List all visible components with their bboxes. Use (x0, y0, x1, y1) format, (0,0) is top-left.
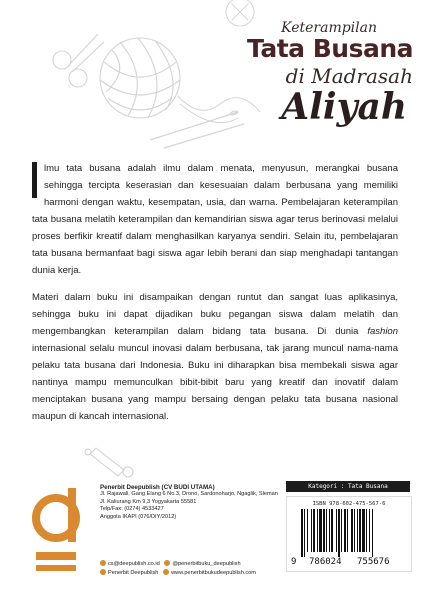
barcode-bar (369, 509, 370, 552)
barcode-bar (317, 509, 318, 552)
barcode-bar (354, 509, 355, 552)
publisher-website: www.penerbitbukudeepublish.com (171, 570, 256, 576)
barcode-bar (336, 509, 337, 552)
barcode-bar (329, 509, 330, 552)
synopsis-paragraph-1-text: lmu tata busana adalah ilmu dalam menata, menyusun, merangkai busana sehingga tercipta keserasian dan kesesuaian dalam berbusana yang memiliki harmoni dengan waktu, kesempatan, usia, dan warna. Pembelajaran keterampilan tata busana melatih keterampilan dan kemandirian siswa agar terus berinovasi melalui proses berfikir kreatif dalam menghasilkan karyanya sendiri. Selain itu, pembelajaran tata busana bermanfaat bagi siswa agar lebih berani dan siap menghadapi tantangan dunia kerja. (32, 163, 398, 276)
publisher-contacts (100, 560, 300, 578)
barcode-digits-right: 755676 (357, 557, 390, 567)
barcode-bar (347, 509, 348, 552)
barcode-bar (351, 509, 353, 552)
barcode-digit-lead: 9 (291, 557, 297, 567)
drop-cap-bar (32, 162, 37, 198)
barcode-bar (326, 509, 327, 552)
title-line-4: Aliyah (281, 86, 407, 128)
barcode-bar (307, 509, 308, 552)
barcode-bar (311, 509, 312, 552)
scissors-icon (53, 34, 104, 87)
safety-pin-icon (85, 448, 133, 477)
synopsis (32, 160, 398, 425)
barcode-bar (323, 509, 325, 552)
publisher-phone: Telp/Fax: (0274) 4533427 (100, 506, 164, 513)
barcode-image (301, 509, 397, 557)
barcode-digits-left: 786024 (309, 557, 342, 567)
barcode-bar (304, 509, 305, 557)
contact-row-1 (100, 560, 300, 569)
publisher-logo-icon (30, 480, 110, 580)
publisher-address-2: Jl. Kaliurang Km 9,3 Yogyakarta 55581 (100, 498, 197, 505)
synopsis-paragraph-2-part-a: Materi dalam buku ini disampaikan dengan runtut dan sangat luas aplikasinya, sehingga buku ini dapat dijadikan buku pegangan siswa dalam melatih dan mengembangkan keterampilan dalam bidang tata busana. Di dunia (32, 292, 398, 337)
barcode-bar (344, 509, 346, 552)
barcode-bar (372, 509, 373, 557)
web-icon (163, 569, 169, 575)
title-line-1: Keterampilan (281, 20, 377, 36)
barcode-panel (286, 496, 412, 572)
synopsis-paragraph-1 (32, 160, 398, 279)
publisher-membership: Anggota IKAPI (076/DIY/2012) (100, 513, 177, 520)
barcode-bar (366, 509, 367, 552)
publisher-info (100, 484, 286, 521)
book-title (193, 20, 413, 126)
publisher-address-1: Jl. Rajawali, Gang Elang 6 No.3, Drono, Sardonoharjo, Ngaglik, Sleman (100, 491, 278, 498)
synopsis-paragraph-2-part-b: internasional selalu muncul inovasi dalam berbusana, tak jarang muncul nama-nama pelaku tata busana dari Indonesia. Buku ini diharapkan bisa membekali siswa agar nantinya mampu memunculkan bibit-bibit baru yang kreatif dan inovatif dalam menciptakan busana yang mampu bersaing dengan pelaku tata busana nasional maupun di kancah internasional. (32, 343, 398, 422)
synopsis-paragraph-2-emphasis: fashion (367, 326, 398, 337)
title-line-2: Tata Busana (247, 34, 413, 63)
title-line-3: di Madrasah (285, 64, 413, 88)
barcode-bar (338, 509, 340, 557)
isbn-number: ISBN 978-602-475-567-6 (312, 501, 386, 507)
barcode-bar (362, 509, 365, 552)
publisher-name: Penerbit Deepublish (CV BUDI UTAMA) (100, 484, 215, 491)
contact-row-2 (100, 569, 300, 578)
publisher-instagram: @penerbitbuku_deepublish (172, 561, 241, 567)
barcode-bar (319, 509, 322, 552)
barcode-bar (301, 509, 303, 557)
synopsis-paragraph-2 (32, 289, 398, 425)
category-label: Kategori : Tata Busana (286, 481, 410, 492)
facebook-icon (100, 569, 106, 575)
barcode-bar (359, 509, 361, 552)
instagram-icon (164, 560, 170, 566)
yarn-ball-icon (100, 38, 180, 118)
barcode-bar (313, 509, 315, 552)
barcode-bar (341, 509, 342, 552)
barcode-bar (357, 509, 358, 552)
publisher-facebook: Penerbit Deepublish (108, 570, 159, 576)
publisher-email: cs@deepublish.co.id (108, 561, 160, 567)
barcode-bar (331, 509, 333, 552)
email-icon (100, 560, 106, 566)
